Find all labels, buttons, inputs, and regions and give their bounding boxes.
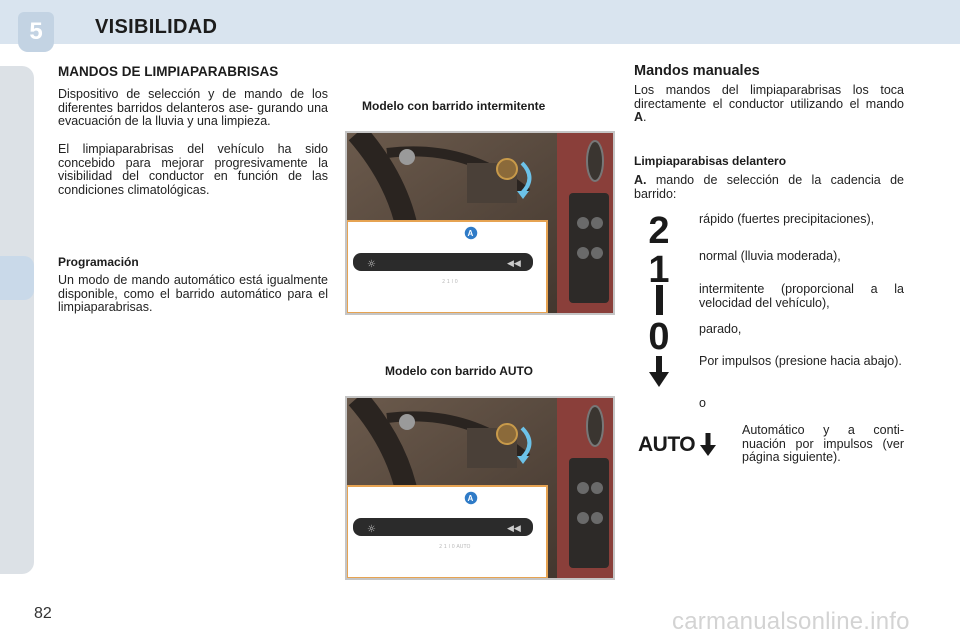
section-title: MANDOS DE LIMPIAPARABRISAS (58, 64, 279, 79)
auto-icon: AUTO (638, 433, 716, 457)
svg-text:◀◀: ◀◀ (507, 259, 521, 269)
figure-caption-auto: Modelo con barrido AUTO (385, 364, 534, 378)
sidebar-strip (0, 66, 34, 574)
option-pulse: Por impulsos (presione hacia abajo). (699, 354, 902, 368)
option-off: parado, (699, 322, 742, 336)
figure-caption-intermittent: Modelo con barrido intermitente (362, 99, 546, 113)
intro-paragraph: Dispositivo de selección y de mando de los diferentes barridos delanteros ase- gurando una evacuación de la lluvia y una limpieza. (58, 87, 328, 128)
off-0-icon (646, 317, 672, 351)
dashboard-illustration-auto (347, 398, 613, 578)
option-auto: Automático y a conti- nuación por impulsos (ver página siguiente). (742, 423, 904, 464)
speed-1-icon (646, 250, 672, 284)
manual-controls-title: Mandos manuales (634, 63, 760, 79)
page-number: 82 (34, 605, 52, 622)
option-fast: rápido (fuertes precipitaciones), (699, 212, 875, 226)
chapter-number: 5 (29, 18, 43, 45)
svg-text:☼: ☼ (367, 524, 376, 535)
intermittent-icon (646, 283, 672, 317)
watermark: carmanualsonline.info (672, 608, 910, 635)
svg-text:1: 1 (648, 250, 670, 284)
svg-text:☼: ☼ (367, 259, 376, 270)
speed-2-icon (646, 211, 672, 245)
svg-text:◀◀: ◀◀ (507, 524, 521, 534)
svg-text:A: A (467, 229, 474, 238)
svg-text:A: A (467, 494, 474, 503)
auto-arrow-down-icon (700, 433, 716, 457)
programming-paragraph: Un modo de mando automático está igualmente disponible, como el barrido automático para el limpiaparabrisas. (58, 273, 328, 314)
programming-title: Programación (58, 255, 139, 269)
option-intermittent: intermitente (proporcional a la velocidad del vehículo), (699, 282, 904, 310)
figure-intermittent (345, 131, 615, 315)
sidebar-chapter-marker (0, 256, 34, 300)
page-title: VISIBILIDAD (95, 16, 218, 38)
figure-auto (345, 396, 615, 580)
svg-text:2: 2 (648, 211, 670, 245)
or-text: o (699, 396, 706, 410)
description-paragraph: El limpiaparabrisas del vehículo ha sido concebido para mejorar progresivamente la visibilidad del conductor en función de las condiciones climatológicas. (58, 142, 328, 197)
dashboard-illustration (347, 133, 613, 313)
svg-text:2 1 I 0 AUTO: 2 1 I 0 AUTO (439, 544, 471, 550)
svg-text:0: 0 (648, 317, 670, 351)
option-normal: normal (lluvia moderada), (699, 249, 841, 263)
control-a-description: A. mando de selección de la cadencia de barrido: (634, 173, 904, 201)
svg-text:2 1 I 0: 2 1 I 0 (442, 279, 458, 285)
manual-controls-intro: Los mandos del limpiaparabrisas los toca directamente el conductor utilizando el mando A. (634, 83, 904, 124)
arrow-down-icon (648, 356, 670, 388)
front-wiper-title: Limpiaparabisas delantero (634, 154, 787, 168)
